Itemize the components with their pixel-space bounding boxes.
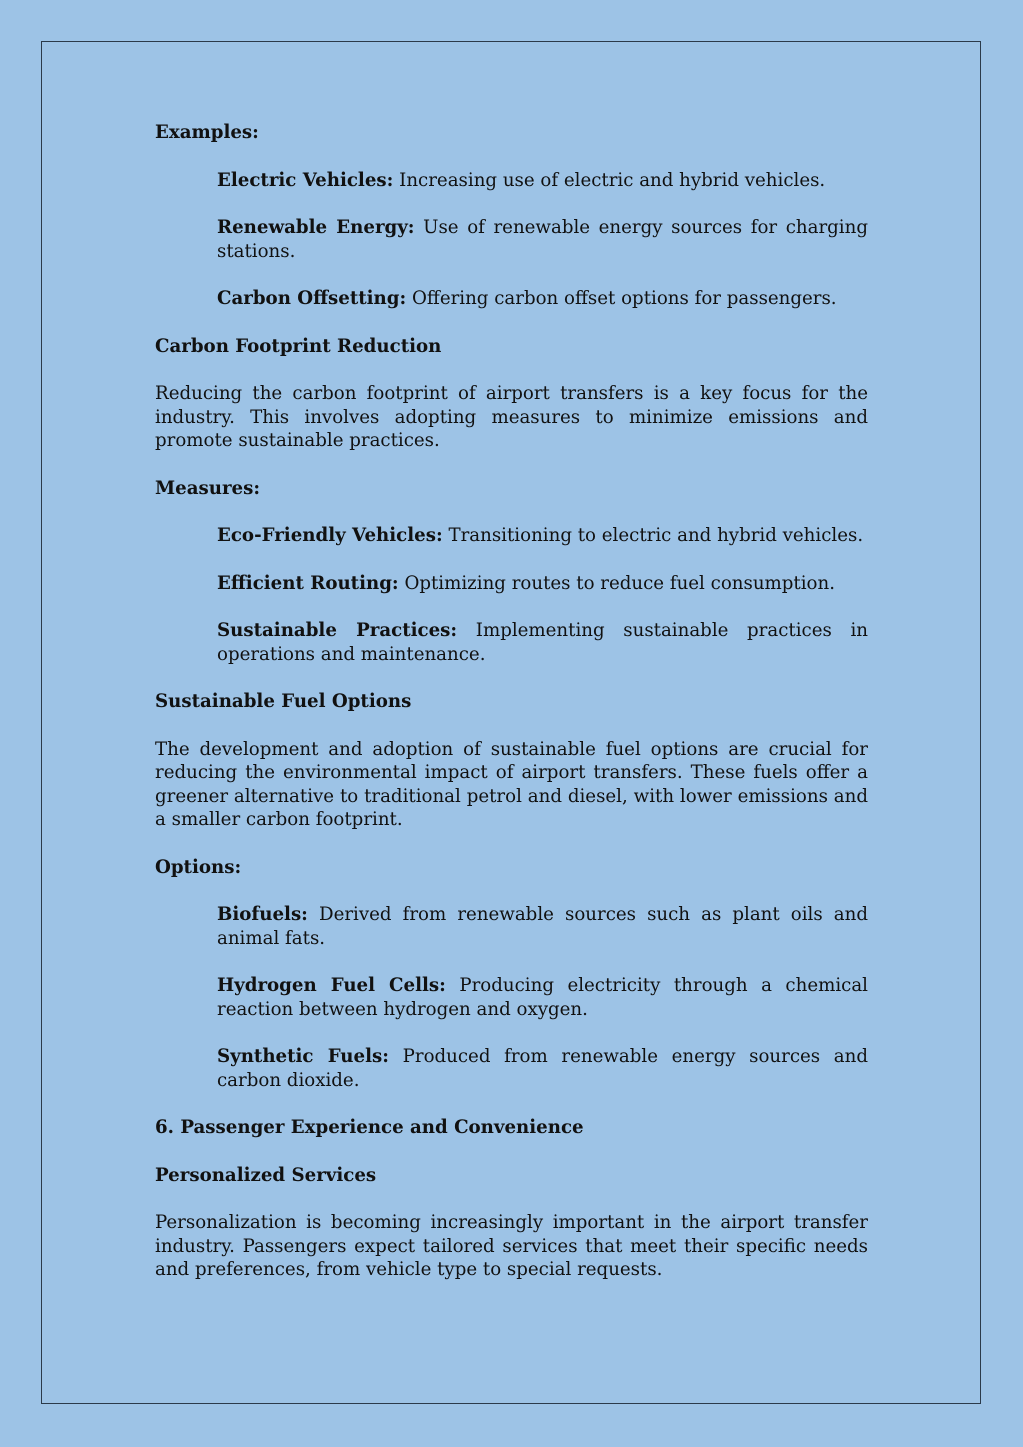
item-description: Increasing use of electric and hybrid vehicles. [393,169,826,191]
list-item [217,974,868,1021]
list-item [217,169,868,193]
item-term: Efficient Routing: [217,572,399,594]
item-term: Electric Vehicles: [217,169,394,191]
chapter-heading: 6. Passenger Experience and Convenience [155,1117,584,1138]
section-heading: Personalized Services [155,1164,377,1186]
item-description: Transitioning to electric and hybrid vehicles. [442,525,864,546]
item-term: Renewable Energy: [217,217,415,238]
item-description: Derived from renewable sources such as plant oils and animal fats. [217,904,868,949]
document-body [155,121,868,1306]
item-term: Sustainable Practices: [217,620,458,641]
item-term: Hydrogen Fuel Cells: [217,975,446,996]
item-description: Offering carbon offset options for passengers. [406,288,837,309]
item-description: Producing electricity through a chemical reaction between hydrogen and oxygen. [217,975,868,1020]
section-heading: Examples: [155,122,259,143]
paragraph: The development and adoption of sustainable fuel options are crucial for reducing the environmental impact of airport transfers. These fuels offer a greener alternative to traditional petrol and diesel, with lower emissions and a smaller carbon footprint. [155,738,868,830]
item-description: Produced from renewable energy sources and carbon dioxide. [217,1046,868,1091]
paragraph: Reducing the carbon footprint of airport transfers is a key focus for the industry. This involves adopting measures to minimize emissions and promote sustainable practices. [155,383,868,451]
list-item [217,287,868,311]
item-description: Use of renewable energy sources for charging stations. [217,217,868,262]
list-item [217,619,868,666]
item-term: Eco-Friendly Vehicles: [217,525,443,546]
list-item [217,1045,868,1092]
item-term: Biofuels: [217,904,308,925]
item-term: Synthetic Fuels: [217,1046,389,1067]
section-heading: Options: [155,856,242,878]
list-item [217,216,868,263]
list-item [217,903,868,950]
item-term: Carbon Offsetting: [217,288,407,309]
list-item [217,524,868,548]
list-item [217,572,868,596]
item-description: Implementing sustainable practices in operations and maintenance. [217,620,868,665]
item-description: Optimizing routes to reduce fuel consumption. [398,572,836,594]
section-heading: Measures: [155,477,261,499]
section-heading: Carbon Footprint Reduction [155,335,442,357]
section-heading: Sustainable Fuel Options [155,691,412,712]
paragraph: Personalization is becoming increasingly important in the airport transfer industry. Passengers expect tailored services that meet their specific needs and preferences, from vehicle type to special requests. [155,1212,868,1280]
